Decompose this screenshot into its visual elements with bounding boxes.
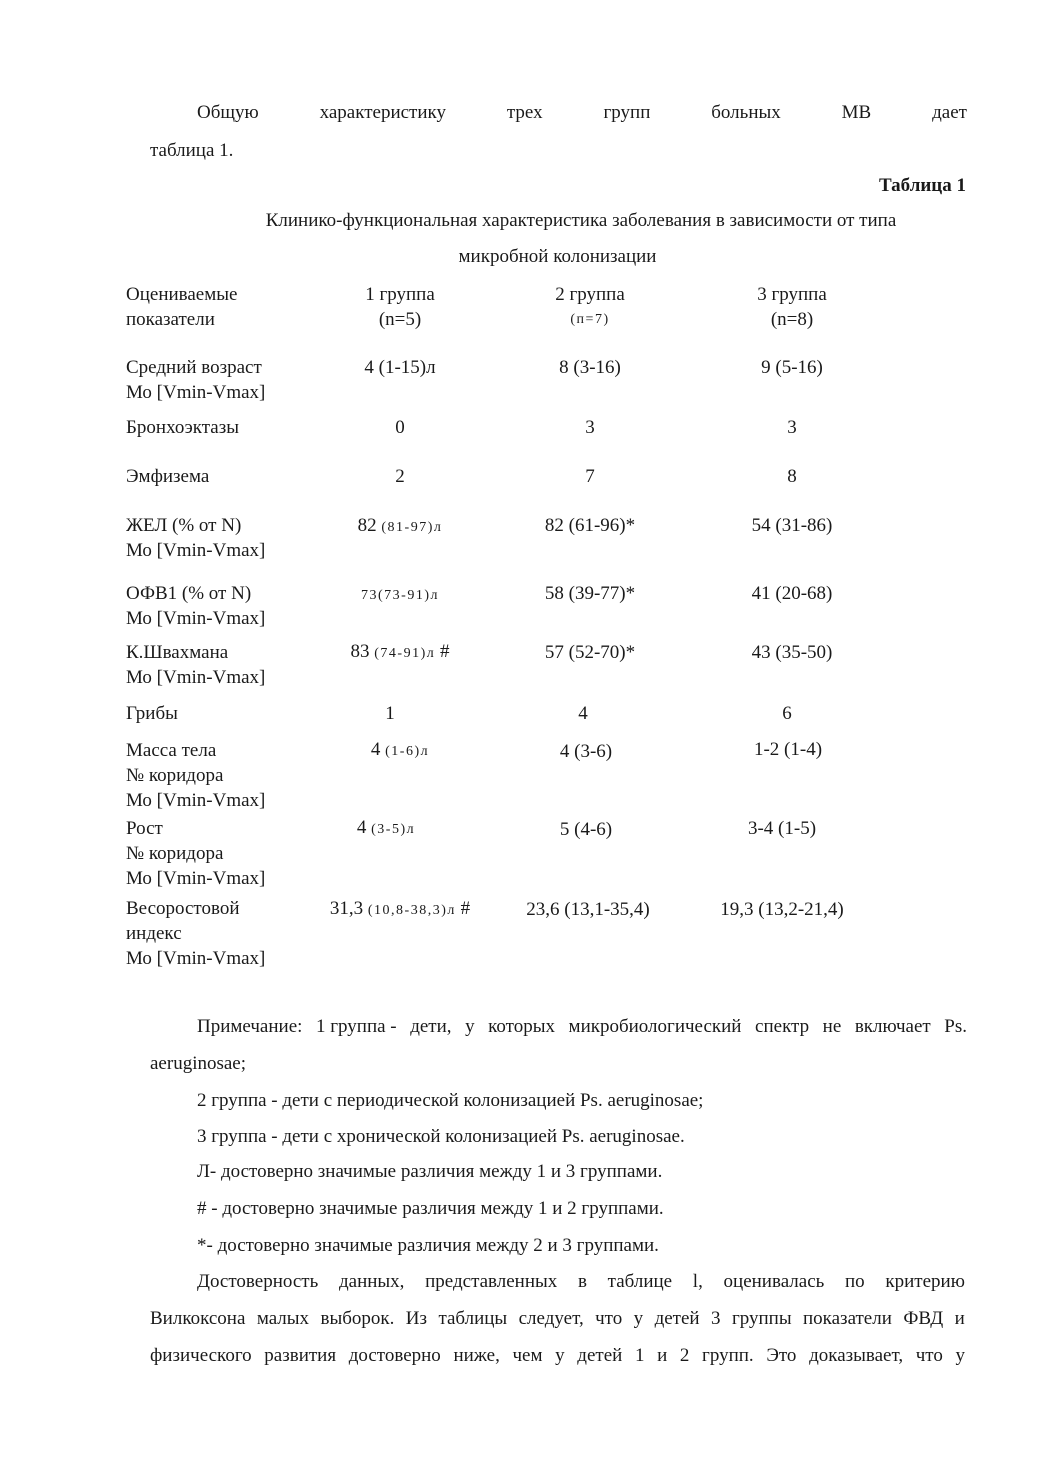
cell-g2: 3 (585, 417, 595, 438)
paragraph-word: достоверно (348, 1345, 441, 1366)
cell-g3: 8 (787, 466, 797, 487)
cell-g1 (306, 815, 466, 842)
cell-g2: 7 (585, 466, 595, 487)
intro-word: Общую (197, 102, 259, 123)
cell-g2: 8 (3-16) (559, 357, 621, 378)
paragraph-word: таблицы (438, 1308, 508, 1329)
cell-suffix: # (435, 641, 450, 662)
header-text: (п=7) (570, 312, 610, 327)
intro-word: характеристику (319, 102, 446, 123)
cell-g1: 0 (395, 417, 405, 438)
row-label-text: Мо [Vmin-Vmax] (126, 667, 266, 688)
paragraph-word: у (633, 1308, 644, 1329)
header-text: 3 группа (757, 284, 827, 305)
row-label-text: К.Швахмана (126, 642, 229, 663)
paragraph-word: 2 (679, 1345, 690, 1366)
body-paragraph (150, 1269, 965, 1380)
row-label-body-mass (126, 738, 326, 813)
paragraph-word: выборок. (320, 1308, 395, 1329)
row-label-text: Рост (126, 818, 163, 839)
row-label-text: Эмфизема (126, 466, 210, 487)
note-word: которых (488, 1016, 555, 1037)
table-title-line-2: микробной колонизации (458, 246, 657, 267)
note-word: Примечание: (197, 1016, 303, 1037)
paragraph-word: детей (577, 1345, 623, 1366)
paragraph-line-1 (150, 1269, 965, 1306)
paragraph-word: 3 (711, 1308, 721, 1329)
paragraph-word: доказывает, (809, 1345, 904, 1366)
paragraph-word: Достоверность (197, 1271, 319, 1292)
row-label-text: Бронхоэктазы (126, 417, 239, 438)
row-label-text: Мо [Vmin-Vmax] (126, 790, 266, 811)
paragraph-word: что (915, 1345, 943, 1366)
cell-g3: 54 (31-86) (751, 515, 833, 536)
row-label-vc (126, 513, 326, 563)
cell-g3: 9 (5-16) (761, 357, 823, 378)
header-text: 1 группа (365, 284, 435, 305)
intro-line-2: таблица 1. (150, 140, 234, 161)
paragraph-word: Вилкоксона (150, 1308, 246, 1329)
cell-g1: 4 (1-15)л (364, 357, 436, 378)
header-group-3 (712, 282, 872, 332)
paragraph-word: группы (731, 1308, 792, 1329)
note-sig-1-3: Л- достоверно значимые различия между 1 и 3 группами. (197, 1161, 663, 1182)
header-text: Оцениваемые (126, 284, 238, 305)
paragraph-word: развития (264, 1345, 337, 1366)
row-label-text: Мо [Vmin-Vmax] (126, 948, 266, 969)
note-word: дети, (410, 1016, 452, 1037)
note-word: не (822, 1016, 842, 1037)
cell-g2: 4 (3-6) (559, 741, 613, 762)
note-sig-1-2: # - достоверно значимые различия между 1 и 2 группами. (197, 1198, 664, 1219)
paragraph-word: следует, (518, 1308, 584, 1329)
cell-g3: 1-2 (1-4) (753, 739, 823, 760)
paragraph-word: и (954, 1308, 965, 1329)
paragraph-word: представленных (425, 1271, 558, 1292)
row-label-shwachman (126, 640, 326, 690)
paragraph-word: l, (692, 1271, 703, 1292)
row-label-text: Мо [Vmin-Vmax] (126, 608, 266, 629)
row-label-text: Весоростовой (126, 898, 240, 919)
note-group-2: 2 группа - дети с периодической колонизацией Ps. aeruginosae; (197, 1090, 704, 1111)
cell-range: (74-91)л (374, 646, 436, 661)
row-label-bronchiectasis (126, 415, 326, 440)
intro-word: МВ (841, 102, 872, 123)
cell-g3: 6 (782, 703, 792, 724)
paragraph-word: Из (405, 1308, 428, 1329)
table-title-line-1: Клинико-функциональная характеристика заболевания в зависимости от типа (265, 210, 897, 231)
paragraph-word: что (595, 1308, 623, 1329)
paragraph-word: 1 (634, 1345, 645, 1366)
cell-g3: 3-4 (1-5) (747, 818, 817, 839)
cell-g1 (320, 639, 480, 666)
header-text: (n=5) (378, 309, 422, 330)
row-label-text: № коридора (126, 765, 224, 786)
intro-line-1 (197, 100, 967, 126)
row-label-text: Масса тела (126, 740, 217, 761)
table-label: Таблица 1 (878, 175, 966, 196)
note-word: у (465, 1016, 475, 1037)
cell-range: (81-97)л (381, 520, 443, 535)
row-label-emphysema (126, 464, 326, 489)
paragraph-word: у (955, 1345, 965, 1366)
paragraph-word: оценивалась (723, 1271, 825, 1292)
cell-g1 (300, 896, 500, 923)
paragraph-word: ниже, (453, 1345, 500, 1366)
cell-range: (10,8-38,3)л (367, 903, 456, 918)
note-word: микробиологический (568, 1016, 742, 1037)
note-word: спектр (755, 1016, 810, 1037)
row-label-text: ОФВ1 (% от N) (126, 583, 252, 604)
note-line-1-cont: aeruginosae; (150, 1053, 247, 1074)
paragraph-word: Это (766, 1345, 797, 1366)
header-group-1 (320, 282, 480, 332)
cell-range: 73(73-91)л (361, 588, 439, 603)
note-sig-2-3: *- достоверно значимые различия между 2 и 3 группами. (197, 1235, 659, 1256)
paragraph-word: таблице (607, 1271, 673, 1292)
cell-g1: 2 (395, 466, 405, 487)
cell-g3: 41 (20-68) (751, 583, 833, 604)
cell-g2: 58 (39-77)* (544, 583, 636, 604)
note-word: включает (854, 1016, 931, 1037)
cell-g3: 43 (35-50) (751, 642, 833, 663)
cell-main: 4 (356, 817, 372, 838)
cell-g1 (320, 737, 480, 764)
cell-main: 31,3 (329, 898, 368, 919)
paragraph-word: показатели (803, 1308, 892, 1329)
note-group-3: 3 группа - дети с хронической колонизацией Ps. aeruginosae. (197, 1126, 685, 1147)
paragraph-word: групп. (702, 1345, 754, 1366)
intro-word: больных (711, 102, 781, 123)
cell-g2: 5 (4-6) (559, 819, 613, 840)
header-indicators (126, 282, 326, 332)
paragraph-word: малых (256, 1308, 310, 1329)
paragraph-word: чем (512, 1345, 543, 1366)
row-label-text: Мо [Vmin-Vmax] (126, 868, 266, 889)
cell-g1 (320, 581, 480, 608)
cell-range: (3-5)л (371, 822, 416, 837)
cell-suffix: # (455, 898, 471, 919)
paragraph-word: ФВД (903, 1308, 944, 1329)
intro-word: трех (506, 102, 543, 123)
paragraph-line-2 (150, 1306, 965, 1343)
row-label-text: ЖЕЛ (% от N) (126, 515, 242, 536)
paragraph-word: и (657, 1345, 668, 1366)
paragraph-word: данных, (338, 1271, 405, 1292)
row-label-text: Средний возраст (126, 357, 262, 378)
cell-g1 (320, 513, 480, 540)
header-text: (n=8) (770, 309, 814, 330)
header-text: 2 группа (555, 284, 625, 305)
intro-word: дает (932, 102, 967, 123)
cell-g3: 3 (787, 417, 797, 438)
cell-g2: 57 (52-70)* (544, 642, 636, 663)
cell-g1: 1 (385, 703, 395, 724)
paragraph-word: критерию (885, 1271, 965, 1292)
paragraph-word: детей (654, 1308, 700, 1329)
row-label-text: Мо [Vmin-Vmax] (126, 382, 266, 403)
paragraph-line-3 (150, 1343, 965, 1380)
cell-main: 82 (357, 515, 382, 536)
cell-g2: 23,6 (13,1-35,4) (526, 899, 650, 920)
note-word: 1 группа - (315, 1016, 397, 1037)
cell-g2: 82 (61-96)* (544, 515, 636, 536)
cell-g2: 4 (578, 703, 588, 724)
note-line-1 (197, 1014, 967, 1040)
row-label-text: Мо [Vmin-Vmax] (126, 540, 266, 561)
paragraph-word: в (577, 1271, 587, 1292)
header-text: показатели (126, 309, 215, 330)
paragraph-word: физического (150, 1345, 252, 1366)
row-label-text: индекс (126, 923, 182, 944)
cell-g3: 19,3 (13,2-21,4) (720, 899, 844, 920)
row-label-weight-height-index (126, 896, 326, 971)
cell-range: (1-6)л (385, 744, 430, 759)
note-word: Ps. (944, 1016, 967, 1037)
row-label-fungi (126, 701, 326, 726)
cell-main: 83 (350, 641, 375, 662)
row-label-height (126, 816, 326, 891)
header-group-2 (510, 282, 670, 332)
row-label-age (126, 355, 326, 405)
row-label-text: Грибы (126, 703, 178, 724)
paragraph-word: у (555, 1345, 565, 1366)
paragraph-word: по (845, 1271, 865, 1292)
intro-word: групп (603, 102, 651, 123)
row-label-fev1 (126, 581, 326, 631)
cell-main: 4 (370, 739, 386, 760)
row-label-text: № коридора (126, 843, 224, 864)
